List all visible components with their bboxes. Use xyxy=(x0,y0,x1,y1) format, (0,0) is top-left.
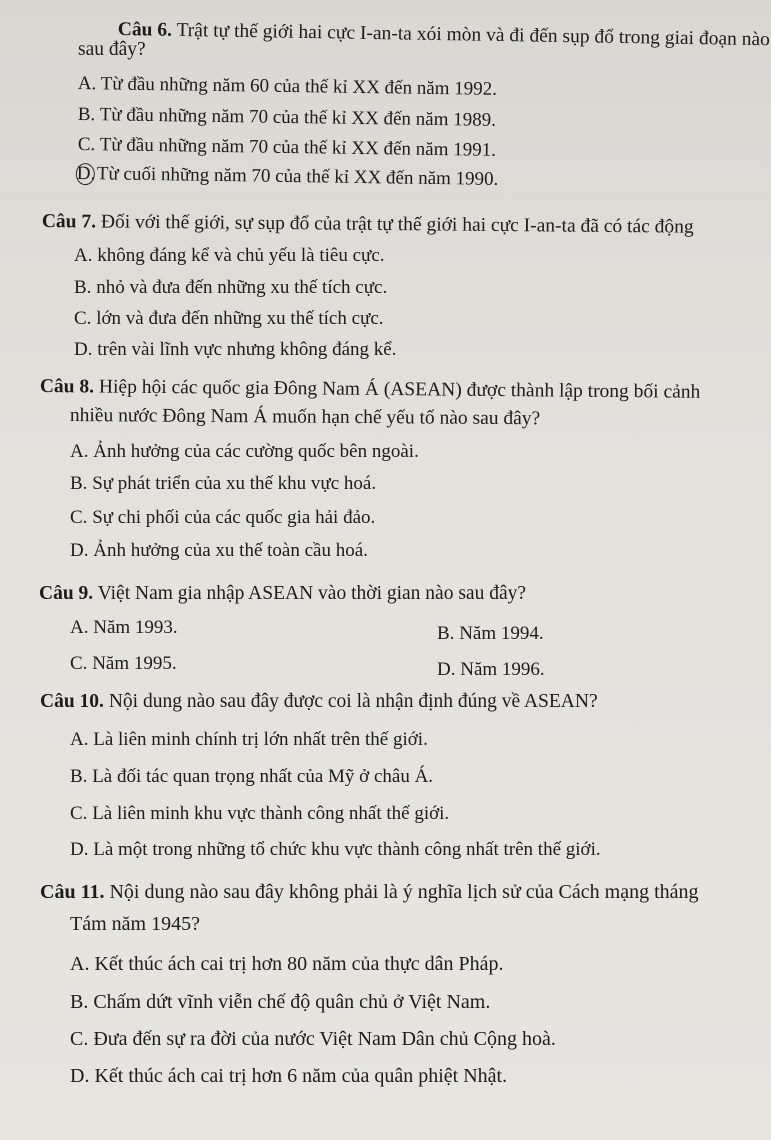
answer-circle-mark: D. xyxy=(76,163,96,185)
option-b: B. Từ đầu những năm 70 của thế kỉ XX đến năm 1989. xyxy=(77,103,497,131)
question-number: Câu 8. xyxy=(39,375,95,398)
question-number: Câu 6. xyxy=(117,18,173,41)
option-d: D. Ảnh hưởng của xu thế toàn cầu hoá. xyxy=(70,540,368,561)
option-b: B. Là đối tác quan trọng nhất của Mỹ ở châu Á. xyxy=(70,766,434,787)
option-a: A. Là liên minh chính trị lớn nhất trên thế giới. xyxy=(70,729,428,750)
option-b: B. Sự phát triển của xu thế khu vực hoá. xyxy=(70,473,377,494)
option-a: A. Năm 1993. xyxy=(70,617,178,638)
question-number: Câu 7. xyxy=(41,210,97,233)
option-b: B. Năm 1994. xyxy=(437,623,544,644)
question-text-cont: nhiều nước Đông Nam Á muốn hạn chế yếu tố nào sau đây? xyxy=(69,404,541,430)
option-b: B. nhỏ và đưa đến những xu thế tích cực. xyxy=(74,277,388,298)
question-number: Câu 10. xyxy=(40,691,104,712)
option-c: C. Đưa đến sự ra đời của nước Việt Nam Dân chủ Cộng hoà. xyxy=(70,1028,556,1050)
option-d: D. Là một trong những tổ chức khu vực thành công nhất trên thế giới. xyxy=(70,839,601,860)
question-text-cont: sau đây? xyxy=(78,39,146,60)
option-c: C. lớn và đưa đến những xu thế tích cực. xyxy=(74,308,384,329)
question-text: Việt Nam gia nhập ASEAN vào thời gian nào sau đây? xyxy=(97,583,527,604)
option-c: C. Từ đầu những năm 70 của thế kỉ XX đến năm 1991. xyxy=(77,133,497,161)
option-a: A. Kết thúc ách cai trị hơn 80 năm của thực dân Pháp. xyxy=(70,953,504,975)
question-text: Trật tự thế giới hai cực I-an-ta xói mòn và đi đến sụp đổ trong giai đoạn nào xyxy=(176,19,771,51)
option-d: D. trên vài lĩnh vực nhưng không đáng kể. xyxy=(74,339,397,360)
option-d-circled: D.Từ cuối những năm 70 của thế kỉ XX đến năm 1990. xyxy=(76,163,499,190)
question-text-cont: Tám năm 1945? xyxy=(70,913,200,935)
option-a: A. Ảnh hưởng của các cường quốc bên ngoài. xyxy=(70,441,419,462)
question-text: Hiệp hội các quốc gia Đông Nam Á (ASEAN) được thành lập trong bối cảnh xyxy=(98,376,701,403)
option-b: B. Chấm dứt vĩnh viễn chế độ quân chủ ở Việt Nam. xyxy=(70,991,491,1013)
question-text: Nội dung nào sau đây được coi là nhận định đúng về ASEAN? xyxy=(108,691,598,712)
option-d: D. Năm 1996. xyxy=(437,659,545,680)
question-text: Đối với thế giới, sự sụp đổ của trật tự thế giới hai cực I-an-ta đã có tác động xyxy=(100,211,694,238)
option-a: A. không đáng kể và chủ yếu là tiêu cực. xyxy=(74,245,385,266)
question-number: Câu 11. xyxy=(40,881,105,903)
option-c: C. Năm 1995. xyxy=(70,653,177,674)
option-d: D. Kết thúc ách cai trị hơn 6 năm của quân phiệt Nhật. xyxy=(70,1065,508,1087)
option-a: A. Từ đầu những năm 60 của thế kỉ XX đến năm 1992. xyxy=(77,72,498,100)
question-text: Nội dung nào sau đây không phải là ý nghĩa lịch sử của Cách mạng tháng xyxy=(109,881,699,903)
option-c: C. Là liên minh khu vực thành công nhất thế giới. xyxy=(70,803,450,824)
option-c: C. Sự chi phối của các quốc gia hải đảo. xyxy=(70,507,376,528)
question-number: Câu 9. xyxy=(39,583,94,604)
